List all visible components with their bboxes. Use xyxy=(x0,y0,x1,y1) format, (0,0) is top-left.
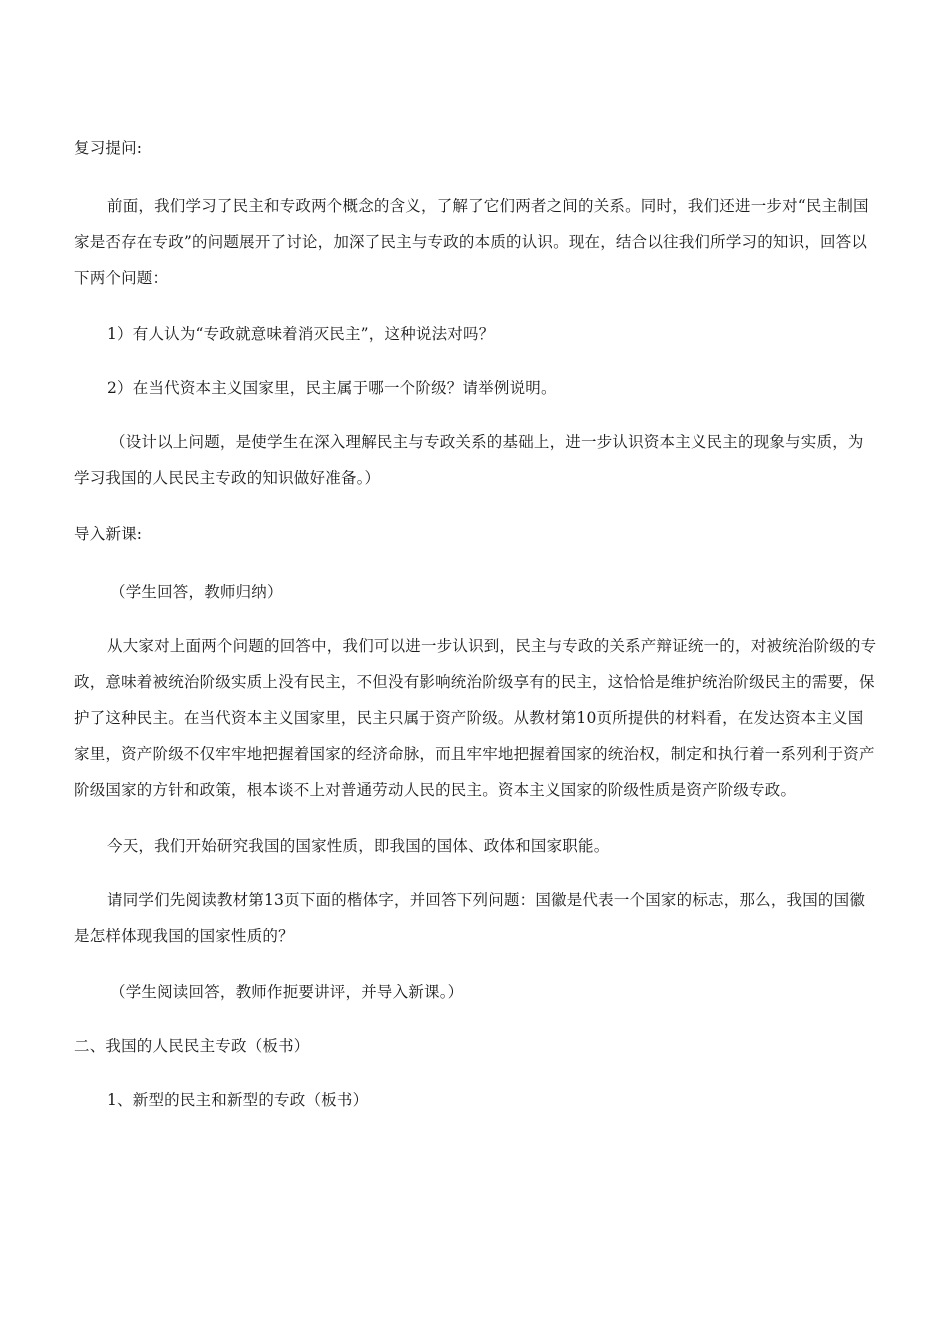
today-paragraph: 今天，我们开始研究我国的国家性质，即我国的国体、政体和国家职能。 xyxy=(107,837,610,855)
board-subheading-1: 1、新型的民主和新型的专政（板书） xyxy=(107,1091,369,1109)
student-answer-note: （学生回答，教师归纳） xyxy=(110,583,283,601)
reading-task-paragraph: 请同学们先阅读教材第13页下面的楷体字，并回答下列问题：国徽是代表一个国家的标志，那么，我国的国徽是怎样体现我国的国家性质的？ xyxy=(74,891,866,945)
question-2: 2）在当代资本主义国家里，民主属于哪一个阶级？请举例说明。 xyxy=(107,379,557,397)
section-heading-review: 复习提问: xyxy=(74,139,143,157)
section-heading-new-lesson: 导入新课: xyxy=(74,525,143,543)
question-1: 1）有人认为“专政就意味着消灭民主”，这种说法对吗？ xyxy=(107,325,495,343)
summary-paragraph: 从大家对上面两个问题的回答中，我们可以进一步认识到，民主与专政的关系产辩证统一的，对被统治阶级的专政，意味着被统治阶级实质上没有民主，不但没有影响统治阶级享有的民主，这恰恰是维护统治阶级民主的需要，保护了这种民主。在当代资本主义国家里，民主只属于资产阶级。从教材第10页所提供的材料看，在发达资本主义国家里，资产阶级不仅牢牢地把握着国家的经济命脉，而且牢牢地把握着国家的统治权，制定和执行着一系列利于资产阶级国家的方针和政策，根本谈不上对普通劳动人民的民主。资本主义国家的阶级性质是资产阶级专政。 xyxy=(74,637,877,799)
intro-paragraph: 前面，我们学习了民主和专政两个概念的含义，了解了它们两者之间的关系。同时，我们还进一步对“民主制国家是否存在专政”的问题展开了讨论，加深了民主与专政的本质的认识。现在，结合以往我们所学习的知识，回答以下两个问题： xyxy=(74,197,869,287)
board-heading-2: 二、我国的人民民主专政（板书） xyxy=(74,1037,310,1055)
reading-answer-note: （学生阅读回答，教师作扼要讲评，并导入新课。） xyxy=(110,983,464,1001)
design-note: （设计以上问题，是使学生在深入理解民主与专政关系的基础上，进一步认识资本主义民主的现象与实质，为学习我国的人民民主专政的知识做好准备。） xyxy=(74,433,864,487)
